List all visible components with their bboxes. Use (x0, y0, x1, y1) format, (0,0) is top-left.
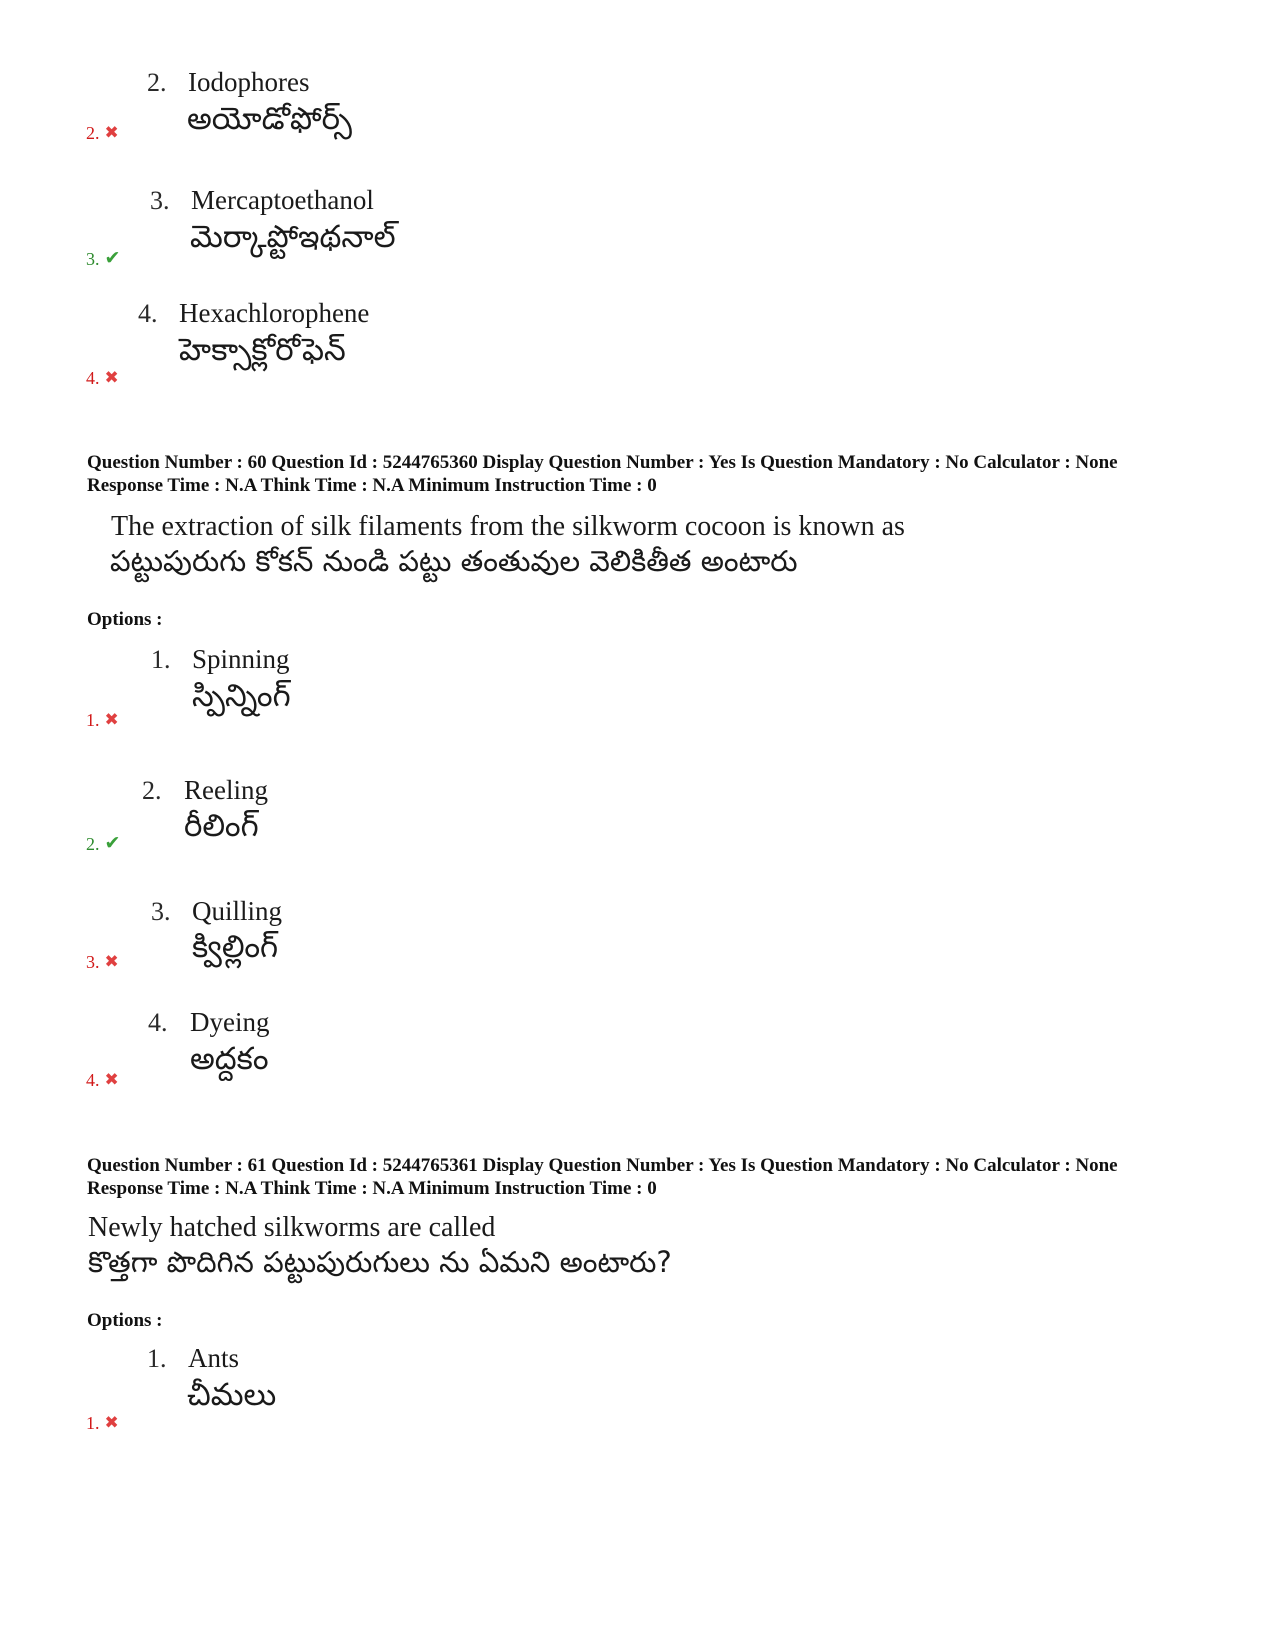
option-text-te: అయోడోఫోర్స్ (187, 101, 352, 137)
option-number: 3. (151, 897, 171, 926)
option-text-te: చీమలు (187, 1377, 277, 1413)
option-text-te: రీలింగ్ (184, 808, 259, 844)
cross-icon: ✖ (104, 1070, 119, 1090)
cross-icon: ✖ (104, 952, 119, 972)
cross-icon: ✖ (104, 710, 119, 730)
option-mark-number: 1. (86, 710, 100, 730)
option-mark-number: 2. (86, 834, 100, 854)
option-text-te: మెర్కాప్టోఇథనాల్ (190, 219, 396, 255)
option-text-te: క్విల్లింగ్ (192, 929, 279, 965)
option-mark (86, 1413, 119, 1434)
option-mark-number: 3. (86, 249, 100, 269)
option-mark-number: 1. (86, 1413, 100, 1433)
option-text-en: Spinning (192, 644, 290, 674)
option-text-en: Ants (188, 1343, 240, 1373)
option-text-en: Hexachlorophene (179, 298, 370, 328)
option-mark (86, 710, 119, 731)
option-mark (86, 123, 119, 144)
option-text-en: Iodophores (188, 67, 310, 97)
option-mark (86, 368, 119, 389)
options-label: Options : (87, 1310, 163, 1331)
option-text-te: అద్దకం (190, 1041, 269, 1077)
option-text-en: Quilling (192, 896, 283, 926)
cross-icon: ✖ (104, 123, 119, 143)
option-mark (86, 1070, 119, 1091)
option-mark-number: 2. (86, 123, 100, 143)
option-mark-number: 3. (86, 952, 100, 972)
check-icon: ✔ (104, 832, 121, 854)
option-mark (86, 247, 120, 270)
option-number: 3. (150, 186, 170, 215)
question-text-te: కొత్తగా పొదిగిన పట్టుపురుగులు ను ఏమని అంటారు? (88, 1245, 672, 1279)
check-icon: ✔ (104, 247, 121, 269)
question-meta: Question Number : 61 Question Id : 5244765361 Display Question Number : Yes Is Question Mandatory : No Calculator : None Response Time : N.A Think Time : N.A Minimum Instruction Time : 0 (87, 1155, 1118, 1199)
option-number: 4. (148, 1008, 168, 1037)
cross-icon: ✖ (104, 1413, 119, 1433)
cross-icon: ✖ (104, 368, 119, 388)
question-text-te: పట్టుపురుగు కోకన్ నుండి పట్టు తంతువుల వెలికితీత అంటారు (110, 544, 798, 578)
option-number: 2. (147, 68, 167, 97)
options-label: Options : (87, 609, 163, 630)
option-mark (86, 952, 119, 973)
option-text-en: Dyeing (190, 1007, 270, 1037)
option-text-te: స్పిన్నింగ్ (192, 678, 291, 714)
option-number: 1. (147, 1344, 167, 1373)
option-text-en: Reeling (184, 775, 268, 805)
question-meta: Question Number : 60 Question Id : 5244765360 Display Question Number : Yes Is Question Mandatory : No Calculator : None Response Time : N.A Think Time : N.A Minimum Instruction Time : 0 (87, 452, 1118, 496)
option-number: 4. (138, 299, 158, 328)
option-text-te: హెక్సాక్లోరోఫెన్ (179, 332, 346, 368)
question-text-en: Newly hatched silkworms are called (88, 1212, 496, 1243)
option-number: 1. (151, 645, 171, 674)
option-mark-number: 4. (86, 368, 100, 388)
option-number: 2. (142, 776, 162, 805)
question-text-en: The extraction of silk filaments from the silkworm cocoon is known as (111, 511, 905, 542)
option-mark-number: 4. (86, 1070, 100, 1090)
option-text-en: Mercaptoethanol (191, 185, 374, 215)
option-mark (86, 832, 120, 855)
